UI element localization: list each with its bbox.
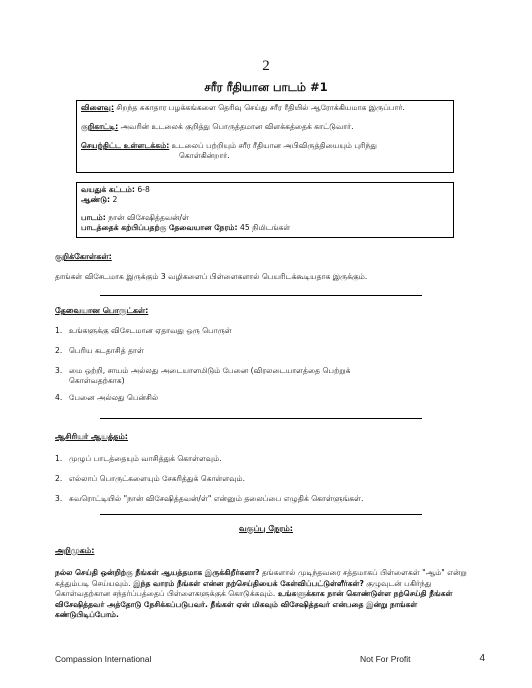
list-text: பேனை அல்லது பென்சில் bbox=[69, 393, 159, 402]
material-item-3 bbox=[55, 366, 475, 386]
year-value: 2 bbox=[112, 195, 118, 204]
indicator-text: அவரின் உடலைக் குறித்து பொருத்தமான விளக்கத்தைக் காட்டுவார். bbox=[120, 122, 354, 131]
objectives-heading: குறிக்கோள்கள்: bbox=[55, 252, 112, 261]
material-item-2 bbox=[55, 346, 475, 356]
list-text: சுவரொட்டியில் "நான் விசேஷித்தவன்/ள்" என்னும் தலைப்பை எழுதிக் கொள்ளுங்கள். bbox=[69, 494, 364, 503]
intro-normal-1: தங்களால் முடிந்தவரை சத்தமாகப் பிள்ளைகள் "ஆம்" என்று கத்தும்படி செய்யவும். bbox=[55, 568, 467, 588]
lesson-label: பாடம்: bbox=[81, 213, 106, 222]
teacher-prep-heading: ஆசிரியர் ஆயத்தம்: bbox=[55, 432, 128, 441]
intro-normal-2: குழுவுடன் பகிர்ந்து கொள்வதற்கான சந்தர்ப்பத்தைப் பிள்ளைகளுக்குக் கொடுக்கவும். bbox=[55, 578, 432, 598]
list-number: 2. bbox=[55, 474, 63, 483]
intro-bold-3: உங்களுக்காக நான் கொண்டுள்ள நற்செய்தி நீங்கள் விசேஷித்தவர் அத்தோடு நேசிக்கப்படுபவர். நீங்கள் ஏன் மிகவும் விசேஷித்தவர் என்பதை இன்று நாங்கள் கண்டுபிடிப்போம். bbox=[55, 589, 453, 619]
intro-bold-1: நல்ல செய்தி ஒன்றிற்கு நீங்கள் ஆயத்தமாக இருக்கிறீர்களா? bbox=[55, 568, 260, 577]
lesson-title: சரீர ரீதியான பாடம் #1 bbox=[204, 80, 328, 94]
lesson-row bbox=[81, 213, 449, 223]
page-number-top: 2 bbox=[262, 58, 270, 74]
outcome-box bbox=[76, 100, 454, 173]
divider-2 bbox=[100, 418, 422, 419]
effect-row bbox=[81, 103, 449, 113]
plan-text-2: கொள்கின்றார். bbox=[179, 151, 230, 160]
footer-note: Not For Profit bbox=[360, 654, 411, 664]
list-number: 3. bbox=[55, 494, 63, 503]
effect-label: விளைவு: bbox=[81, 103, 114, 112]
intro-bold-2: இந்த வாரம் நீங்கள் என்ன நற்செய்தியைக் கேள்விப்பட்டுள்ளீர்கள்? bbox=[130, 578, 364, 588]
effect-text: சிறந்த சுகாதார பழக்கங்களை தெரிவு செய்து சரீர ரீதியில் ஆரோக்கியமாக இருப்பார். bbox=[116, 103, 405, 112]
indicator-label: குறிகாட்டி: bbox=[81, 122, 119, 131]
material-item-1 bbox=[55, 326, 475, 336]
age-row bbox=[81, 185, 449, 195]
lesson-value: நான் விசேஷித்தவன்/ள் bbox=[108, 213, 189, 222]
material-item-4 bbox=[55, 393, 475, 403]
lesson-info-box bbox=[76, 182, 454, 238]
list-text: உங்களுக்கு விசேடமான ஏதாவது ஒரு பொருள் bbox=[69, 326, 232, 335]
materials-heading: தேவையான பொருட்கள்: bbox=[55, 306, 149, 315]
list-text: மை ஒற்றி, சாயம் அல்லது அடையாளமிடும் பேனை (விரலடையாளத்தை பெற்றுக் கொள்வதற்காக) bbox=[69, 366, 351, 385]
footer-page-number: 4 bbox=[479, 653, 485, 664]
intro-heading: அறிமுகம்: bbox=[55, 546, 95, 555]
list-text: எல்லாப் பொருட்களையும் சேகரித்துக் கொள்ளவும். bbox=[69, 474, 246, 483]
year-row bbox=[81, 195, 449, 205]
year-label: ஆண்டு: bbox=[81, 195, 111, 204]
indicator-row bbox=[81, 122, 449, 132]
list-text: பெரிய கடதாசித் தாள் bbox=[69, 346, 144, 355]
time-value: 45 நிமிடங்கள் bbox=[240, 223, 291, 232]
time-row bbox=[81, 223, 449, 233]
time-label: பாடத்தைக் கற்பிப்பதற்கு தேவையான நேரம்: bbox=[81, 223, 238, 232]
list-number: 1. bbox=[55, 454, 63, 463]
divider-1 bbox=[100, 295, 422, 296]
age-label: வயதுக் கட்டம்: bbox=[81, 185, 135, 194]
list-number: 2. bbox=[55, 346, 63, 355]
list-text: முழுப் பாடத்தையும் வாசித்துக் கொள்ளவும். bbox=[69, 454, 222, 463]
divider-3 bbox=[100, 514, 422, 515]
intro-paragraph bbox=[55, 568, 480, 621]
plan-text-1: உடலைப் பற்றியும் சரீர ரீதியான அபிவிருத்தியையும் புரிந்து bbox=[171, 141, 377, 150]
list-number: 4. bbox=[55, 393, 63, 402]
class-time-heading: வகுப்பு நேரம்: bbox=[239, 524, 293, 533]
objectives-text: தாங்கள் விசேடமாக இருக்கும் 3 வழிகளைப் பிள்ளைகளால் பெயரிடக்கூடியதாக இருக்கும். bbox=[55, 272, 368, 281]
prep-item-1 bbox=[55, 454, 475, 464]
plan-label: செயற்திட்ட உள்ளடக்கம்: bbox=[81, 141, 170, 150]
prep-item-2 bbox=[55, 474, 475, 484]
footer-org: Compassion International bbox=[55, 654, 152, 664]
prep-item-3 bbox=[55, 494, 475, 504]
age-value: 6-8 bbox=[137, 185, 150, 194]
list-number: 1. bbox=[55, 326, 63, 335]
list-number: 3. bbox=[55, 366, 63, 375]
plan-row bbox=[81, 141, 449, 161]
